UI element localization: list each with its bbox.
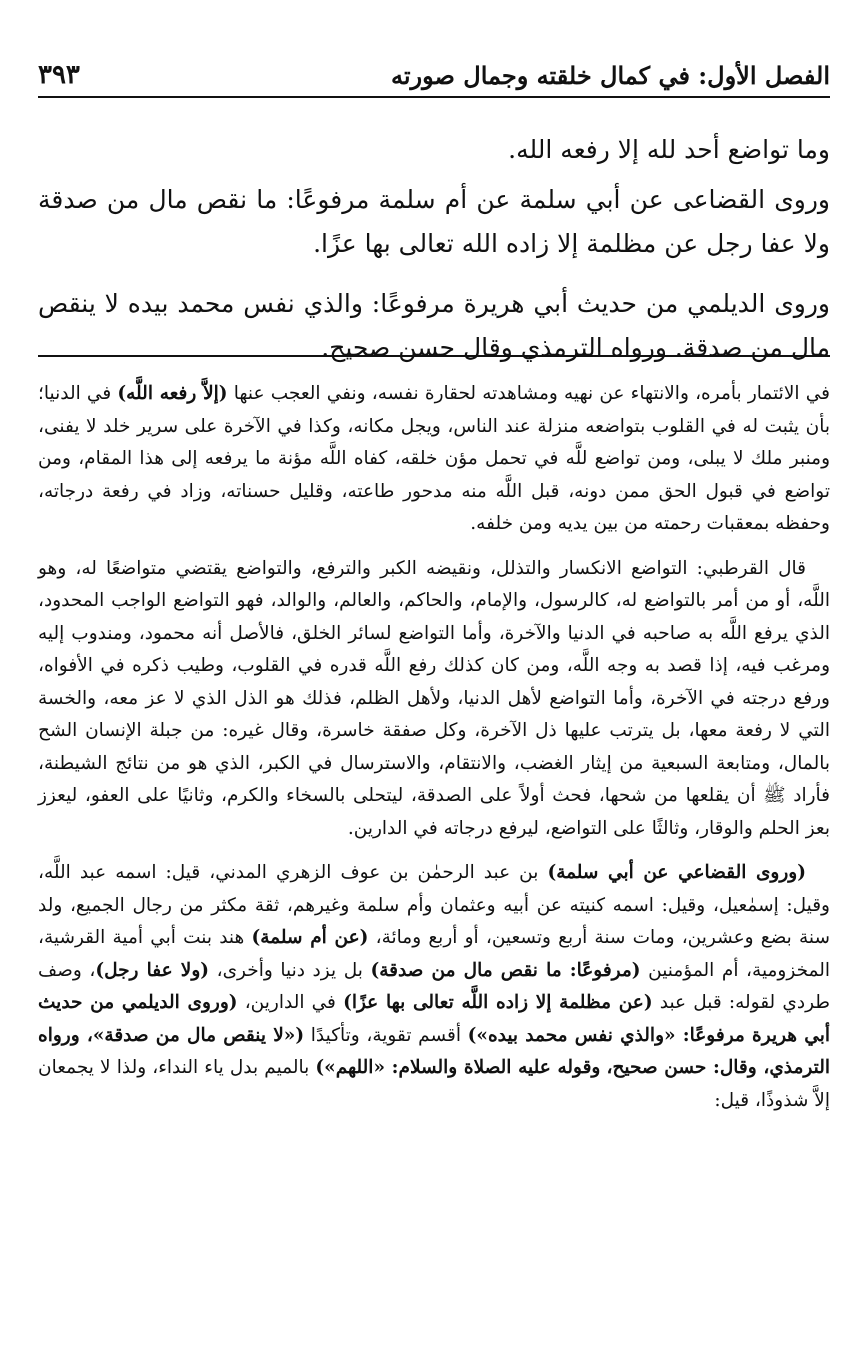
commentary-text: بل يزد دنيا وأخرى، — [209, 959, 371, 981]
quoted-phrase: (وروى الديلمي من حديث أبي هريرة مرفوعًا: «والذي نفس محمد بيده») — [38, 992, 830, 1046]
quoted-phrase: (ولا عفا رجل) — [95, 959, 210, 981]
quoted-phrase: (عن أم سلمة) — [251, 927, 369, 948]
quoted-phrase: (عن مظلمة إلا زاده اللَّه تعالى بها عزًا) — [343, 992, 653, 1013]
quoted-phrase: (وروى القضاعي عن أبي سلمة) — [547, 862, 806, 883]
commentary-text: في الدنيا؛ بأن يثبت له في القلوب بتواضعه منزلة عند الناس، ويجل مكانه، وكذا في الآخرة على سرير خلد لا يفنى، ومنبر ملك لا يبلى، ومن تواضع للَّه في تحمل مؤن خلقه، كفاه اللَّه مؤنة ما يرفعه إلى هذا المقام، ومن تواضع في قبول الحق ممن دونه، قبل اللَّه منه مدحور طاعته، وقليل حسناته، وزاد في رفعة درجاته، وحفظه بمعقبات رحمته من بين يديه ومن خلفه. — [38, 383, 830, 534]
page-header — [38, 50, 830, 98]
commentary-text: أقسم تقوية، وتأكيدًا — [304, 1024, 468, 1046]
chapter-title: الفصل الأول: في كمال خلقته وجمال صورته — [390, 61, 830, 90]
main-paragraph-3: وروى الديلمي من حديث أبي هريرة مرفوعًا: والذي نفس محمد بيده لا ينقص مال من صدقة. ورواه الترمذي وقال حسن صحيح. — [38, 289, 830, 362]
quoted-phrase: («لا ينقص مال من صدقة»، ورواه الترمذي، وقال: حسن صحيح، — [38, 1024, 830, 1078]
quoted-phrase: (مرفوعًا: ما نقص مال من صدقة) — [370, 959, 641, 981]
main-text — [38, 128, 830, 386]
commentary-text: بالميم بدل ياء النداء، ولذا لا يجمعان إلاَّ شذوذًا، قيل: — [38, 1057, 830, 1111]
page-number: ٣٩٣ — [38, 60, 80, 90]
commentary-text: في الائتمار بأمره، والانتهاء عن نهيه ومشاهدته لحقارة نفسه، ونفي العجب عنها — [227, 383, 830, 404]
quoted-phrase: وقوله عليه الصلاة والسلام: «اللهم») — [315, 1057, 601, 1078]
quoted-phrase: (إلاَّ رفعه اللَّه) — [117, 383, 228, 404]
text-divider — [38, 355, 830, 357]
commentary-paragraph-3 — [38, 857, 830, 1117]
commentary-paragraph-1 — [38, 378, 830, 541]
commentary-text: بن عبد الرحمٰن بن عوف الزهري المدني، قيل: اسمه عبد اللَّه، وقيل: إسمٰعيل، وقيل: اسمه كنيته عن أبيه وعثمان وأم سلمة وغيرهم، ثقة مكثر من رجال الجميع، ولد سنة بضع وعشرين، ومات سنة أربع وتسعين، أو أربع ومائة، — [38, 862, 831, 948]
main-paragraph-2: وروى القضاعى عن أبي سلمة عن أم سلمة مرفوعًا: ما نقص مال من صدقة ولا عفا رجل عن مظلمة إلا زاده الله تعالى بها عزًا. — [38, 185, 830, 258]
commentary-text: ، وصف طردي لقوله: قبل عبد — [38, 959, 831, 1013]
main-paragraph-1: وما تواضع أحد لله إلا رفعه الله. — [508, 135, 830, 164]
commentary-paragraph-2: قال القرطبي: التواضع الانكسار والتذلل، ونقيضه الكبر والترفع، والتواضع يقتضي متواضعًا له، وهو اللَّه، أو من أمر بالتواضع له، كالرسول، والإمام، والحاكم، والعالم، والوالد، فهو التواضع الواجب المحدود، الذي يرفع اللَّه به صاحبه في الدنيا والآخرة، وأما التواضع لسائر الخلق، فالأصل أنه محمود، ومندوب إليه ومرغب فيه، إذا قصد به وجه اللَّه، ومن كان كذلك رفع اللَّه قدره في القلوب، وطيب ذكره في الأفواه، ورفع درجته في الآخرة، وأما التواضع لأهل الدنيا، ولأهل الظلم، فذلك هو الذل الذي لا عز معه، والخسة التي لا رفعة معها، بل يترتب عليها ذل الآخرة، وكل صفقة خاسرة، وقال غيره: من جبلة الإنسان الشح بالمال، ومتابعة السبعية من إيثار الغضب، والانتقام، والاسترسال في الكبر، الذي هو من نتائج الشيطنة، فأراد ﷺ أن يقلعها من شحها، فحث أولاً على الصدقة، ليتحلى بالسخاء والكرم، وثانيًا على العفو، ليعزز بعز الحلم والوقار، وثالثًا على التواضع، ليرفع درجاته في الدارين. — [38, 557, 830, 839]
commentary-text: هند بنت أبي أمية القرشية، المخزومية، أم المؤمنين — [38, 927, 830, 981]
commentary-text: في الدارين، — [237, 992, 344, 1013]
commentary — [38, 378, 830, 1129]
